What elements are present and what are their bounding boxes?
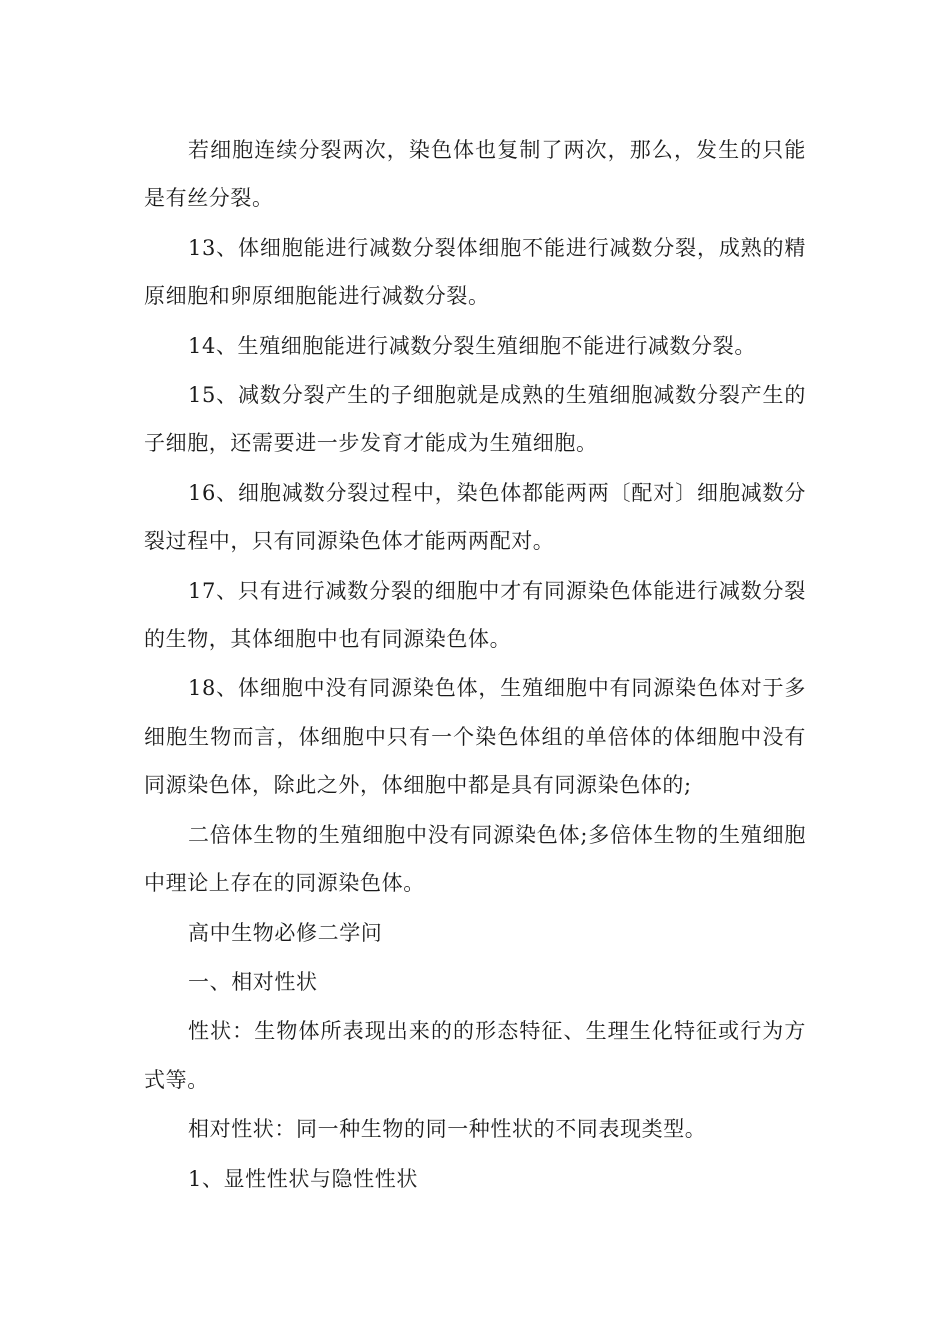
paragraph-15: 15、减数分裂产生的子细胞就是成熟的生殖细胞减数分裂产生的子细胞，还需要进一步发育才能成为生殖细胞。 (144, 383, 806, 456)
paragraph-14: 14、生殖细胞能进行减数分裂生殖细胞不能进行减数分裂。 (188, 333, 756, 358)
paragraph-relative-trait-definition: 相对性状：同一种生物的同一种性状的不同表现类型。 (188, 1117, 707, 1142)
paragraph-18: 18、体细胞中没有同源染色体，生殖细胞中有同源染色体对于多细胞生物而言，体细胞中只有一个染色体组的单倍体的体细胞中没有同源染色体，除此之外，体细胞中都是具有同源染色体的; (144, 676, 806, 798)
subsection-heading-relative-traits: 一、相对性状 (188, 969, 318, 994)
paragraph-16: 16、细胞减数分裂过程中，染色体都能两两〔配对〕细胞减数分裂过程中，只有同源染色体才能两两配对。 (144, 480, 806, 554)
paragraph-mitosis-condition: 若细胞连续分裂两次，染色体也复制了两次，那么，发生的只能是有丝分裂。 (144, 138, 806, 211)
paragraph-diploid: 二倍体生物的生殖细胞中没有同源染色体;多倍体生物的生殖细胞中理论上存在的同源染色体。 (144, 822, 806, 896)
paragraph-17: 17、只有进行减数分裂的细胞中才有同源染色体能进行减数分裂的生物，其体细胞中也有同源染色体。 (144, 578, 806, 652)
section-heading: 高中生物必修二学问 (188, 920, 383, 945)
subsection-heading-dominant-recessive: 1、显性性状与隐性性状 (188, 1166, 418, 1191)
document-page (144, 126, 806, 1204)
paragraph-13: 13、体细胞能进行减数分裂体细胞不能进行减数分裂，成熟的精原细胞和卵原细胞能进行减数分裂。 (144, 235, 806, 309)
paragraph-trait-definition: 性状：生物体所表现出来的的形态特征、生理生化特征或行为方式等。 (144, 1019, 806, 1092)
